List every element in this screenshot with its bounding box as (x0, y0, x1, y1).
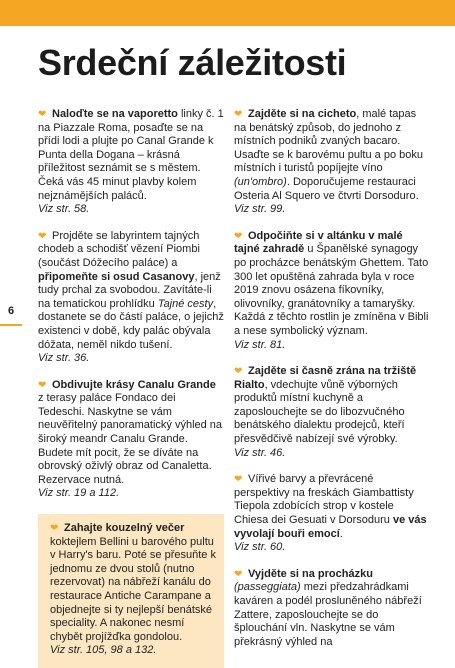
page-number-marker (0, 324, 22, 326)
heart-icon: ❤ (234, 109, 243, 120)
entry-ref: Viz str. 60. (234, 541, 286, 554)
entry-ref: Viz str. 58. (38, 203, 90, 216)
entry-evening (50, 522, 217, 658)
right-column (234, 108, 430, 662)
entry-secret-garden (234, 230, 430, 352)
entry-italic: (passeggiata) (234, 581, 301, 594)
entry-text: , malé tapas na benátský způsob, do jednoho z místních podniků zvaných bacaro. Usaďte se k barovému pultu a po boku místních i turistů popíjejte víno (234, 108, 423, 175)
entry-text: Projděte se labyrintem tajných chodeb a schodišť vězení Piombi (součást Dóžecího paláce) a (38, 229, 200, 269)
entry-ref: Viz str. 19 a 112. (38, 487, 120, 500)
entry-text: , jenž tudy prchal za svobodou. Zavítáte-li na tematickou prohlídku (38, 270, 221, 310)
highlight-box (38, 514, 224, 668)
entry-passeggiata (234, 568, 430, 650)
entry-heading: Zahajte kouzelný večer (64, 522, 185, 535)
heart-icon: ❤ (234, 230, 243, 242)
entry-vaporetto (38, 108, 224, 217)
entry-cicheto (234, 108, 430, 217)
entry-tiepolo (234, 473, 430, 555)
entry-heading: Vyjděte si na procházku (248, 567, 373, 580)
page-title: Srdeční záležitosti (38, 42, 347, 83)
heart-icon: ❤ (234, 366, 243, 378)
entry-text: u Španělské synagogy po procházce benátským Ghettem. Tato 300 let opuštěná zahrada byla v roce 2019 znovu osázena fíkovníky, olivovníky, granátovníky a tamaryšky. Každá z těchto rostlin je zmíněna v Bibli a nese symbolický význam. (234, 243, 429, 337)
heart-icon: ❤ (38, 379, 47, 391)
entry-italic: Tajné cesty (157, 297, 214, 310)
entry-ref: Viz str. 81. (234, 338, 286, 351)
entry-text: , vdechujte vůně výborných produktů místní kuchyně a zaposlouchejte se do libozvučného benátského dialektu prodejců, kteří přesvědčivě nabízejí své výrobky. (234, 378, 405, 446)
entry-heading: Odpočiňte si v altánku v malé tajné zahradě (234, 229, 403, 256)
entry-text: Vířivé barvy a převrácené perspektivy na freskách Giambattisty Tiepola zdobících strop v kostele Chiesa dei Gesuati v Dorsoduru (234, 473, 414, 527)
heart-icon: ❤ (38, 109, 47, 120)
entry-heading: Zajděte si na cicheto (248, 108, 357, 120)
entry-text: z terasy paláce Fondaco dei Tedeschi. Naskytne se vám neuvěřitelný panoramatický výhled na široký meandr Canalu Grande. Budete mít pocit, že se díváte na obrovský oživlý obraz od Canaletta. Rezervace nutná. (38, 392, 223, 486)
entry-rialto (234, 365, 430, 460)
entry-ref: Viz str. 105, 98 a 132. (50, 644, 157, 657)
entry-ref: Viz str. 36. (38, 352, 90, 365)
entry-casanova (38, 230, 224, 366)
heart-icon: ❤ (234, 568, 243, 580)
entry-heading: Naloďte se na vaporetto (52, 108, 178, 120)
entry-text: . (339, 527, 343, 540)
entry-heading: Zajděte si časně zrána na tržiště Rialto (234, 365, 417, 391)
entry-canal-grande (38, 379, 224, 501)
entry-text: koktejlem Bellini u barového pultu v Harry's baru. Poté se přesuňte k jednomu ze dvou stolů (nutno rezervovat) na nábřeží kanálu do restaurace Antiche Carampane a objednejte si ty nejlepší benátské speciality. A nakonec nesmí chybět projížďka gondolou. (50, 535, 216, 643)
entry-text: . Doporučujeme restauraci Osteria Al Squero ve čtvrti Dorsoduro. (234, 175, 419, 202)
entry-heading: ve vás vyvolají bouři emocí (234, 514, 427, 540)
entry-italic: (un'ombro) (234, 175, 287, 188)
entry-text: , dostanete se do částí paláce, o jejichž existenci v době, kdy palác obývala dóžata, neměl nikdo tušení. (38, 297, 224, 351)
entry-text: mezi předzahrádkami kaváren a podél prosluněného nábřeží Zattere, zaposlouchejte se do šplouchání vln. Naskytne se vám překrásný výhled na (234, 581, 422, 648)
heart-icon: ❤ (234, 474, 243, 486)
entry-heading: připomeňte si osud Casanovy (38, 270, 195, 283)
heart-icon: ❤ (50, 523, 59, 535)
page-number: 6 (7, 305, 15, 317)
entry-ref: Viz str. 46. (234, 446, 286, 459)
entry-heading: Obdivujte krásy Canalu Grande (52, 378, 216, 391)
entry-text: linky č. 1 na Piazzale Roma, posaďte se na přídi lodi a plujte po Canal Grande k Punta della Dogana – krásná příležitost seznámit se s městem. Čeká vás 45 minut plavby kolem nejznámějších paláců. (38, 108, 224, 202)
left-column (38, 108, 224, 668)
entry-ref: Viz str. 99. (234, 203, 286, 216)
heart-icon: ❤ (38, 230, 47, 242)
top-color-bar (0, 0, 455, 26)
